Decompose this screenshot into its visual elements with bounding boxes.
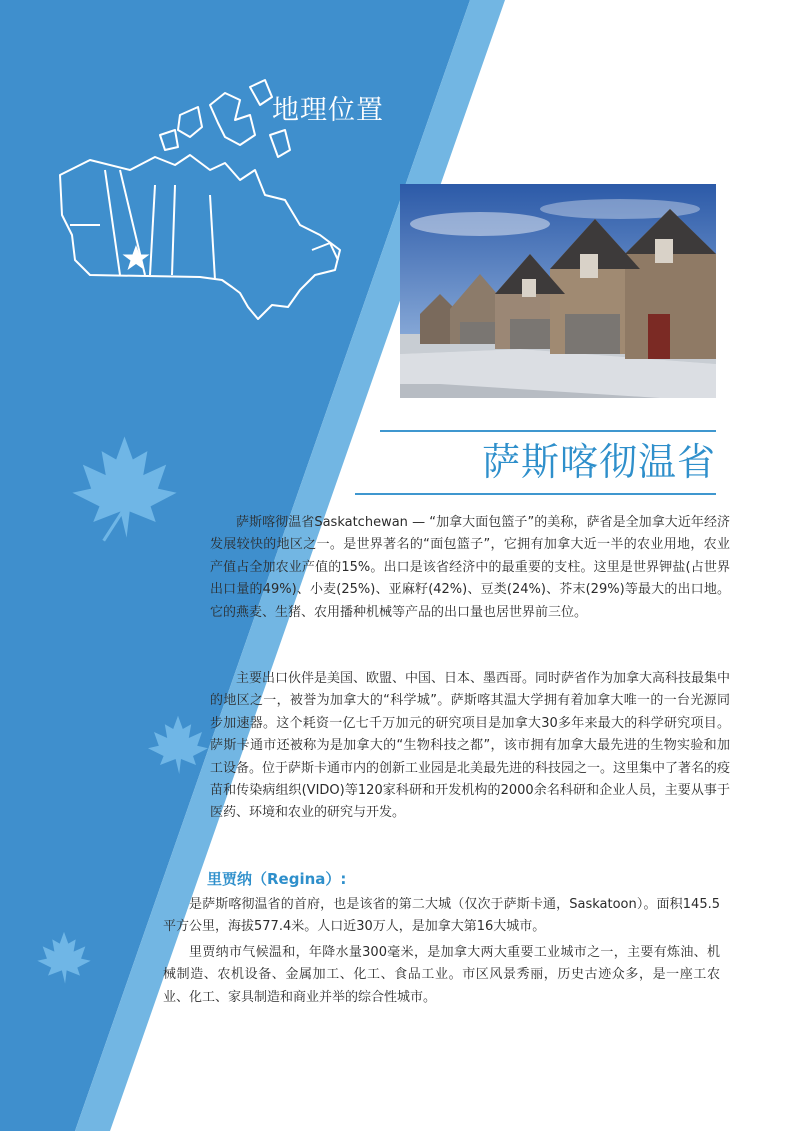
townhouse-photo (400, 184, 716, 398)
title-divider-bottom (355, 493, 716, 495)
page-title: 萨斯喀彻温省 (481, 440, 716, 484)
star-marker-icon (123, 245, 150, 270)
regina-paragraph-1: 是萨斯喀彻温省的首府，也是该省的第二大城（仅次于萨斯卡通，Saskatoon）。面积145.5平方公里，海拔577.4米。人口近30万人，是加拿大第16大城市。 (163, 897, 720, 935)
maple-leaf-icon (32, 922, 96, 992)
maple-leaf-icon (62, 428, 187, 543)
overview-paragraph-1: 萨斯喀彻温省Saskatchewan — “加拿大面包篮子”的美称，萨省是全加拿大近年经济发展较快的地区之一。是世界著名的“面包篮子”，它拥有加拿大近一半的农业用地，农业产值占全加农业产值的15%。出口是该省经济中的最重要的支柱。这里是世界钾盐(占世界出口量的49%)、小麦(25%)、亚麻籽(42%)、豆类(24%)、芥末(29%)等最大的出口地。它的燕麦、生猪、农用播种机械等产品的出口量也居世界前三位。 (210, 515, 730, 620)
maple-leaf-icon (142, 705, 214, 783)
overview-paragraph-2: 主要出口伙伴是美国、欧盟、中国、日本、墨西哥。同时萨省作为加拿大高科技最集中的地区之一，被誉为加拿大的“科学城”。萨斯喀其温大学拥有着加拿大唯一的一台光源同步加速器。这个耗资一亿七千万加元的研究项目是加拿大30多年来最大的科学研究项目。萨斯卡通市还被称为是加拿大的“生物科技之都”，该市拥有加拿大最先进的生物实验和加工设备。位于萨斯卡通市内的创新工业园是北美最先进的科技园之一。这里集中了著名的疫苗和传染病组织(VIDO)等120家科研和开发机构的2000余名科研和企业人员，主要从事于医药、环境和农业的研究与开发。 (210, 671, 731, 821)
regina-heading: 里贾纳（Regina）: (207, 870, 347, 888)
title-divider-top (380, 430, 716, 432)
section-label: 地理位置 (272, 95, 384, 126)
regina-paragraph-2: 里贾纳市气候温和，年降水量300毫米，是加拿大两大重要工业城市之一，主要有炼油、机械制造、农机设备、金属加工、化工、食品工业。市区风景秀丽，历史古迹众多，是一座工农业、化工、家具制造和商业并举的综合性城市。 (163, 945, 720, 1005)
canada-map-icon (50, 75, 350, 345)
